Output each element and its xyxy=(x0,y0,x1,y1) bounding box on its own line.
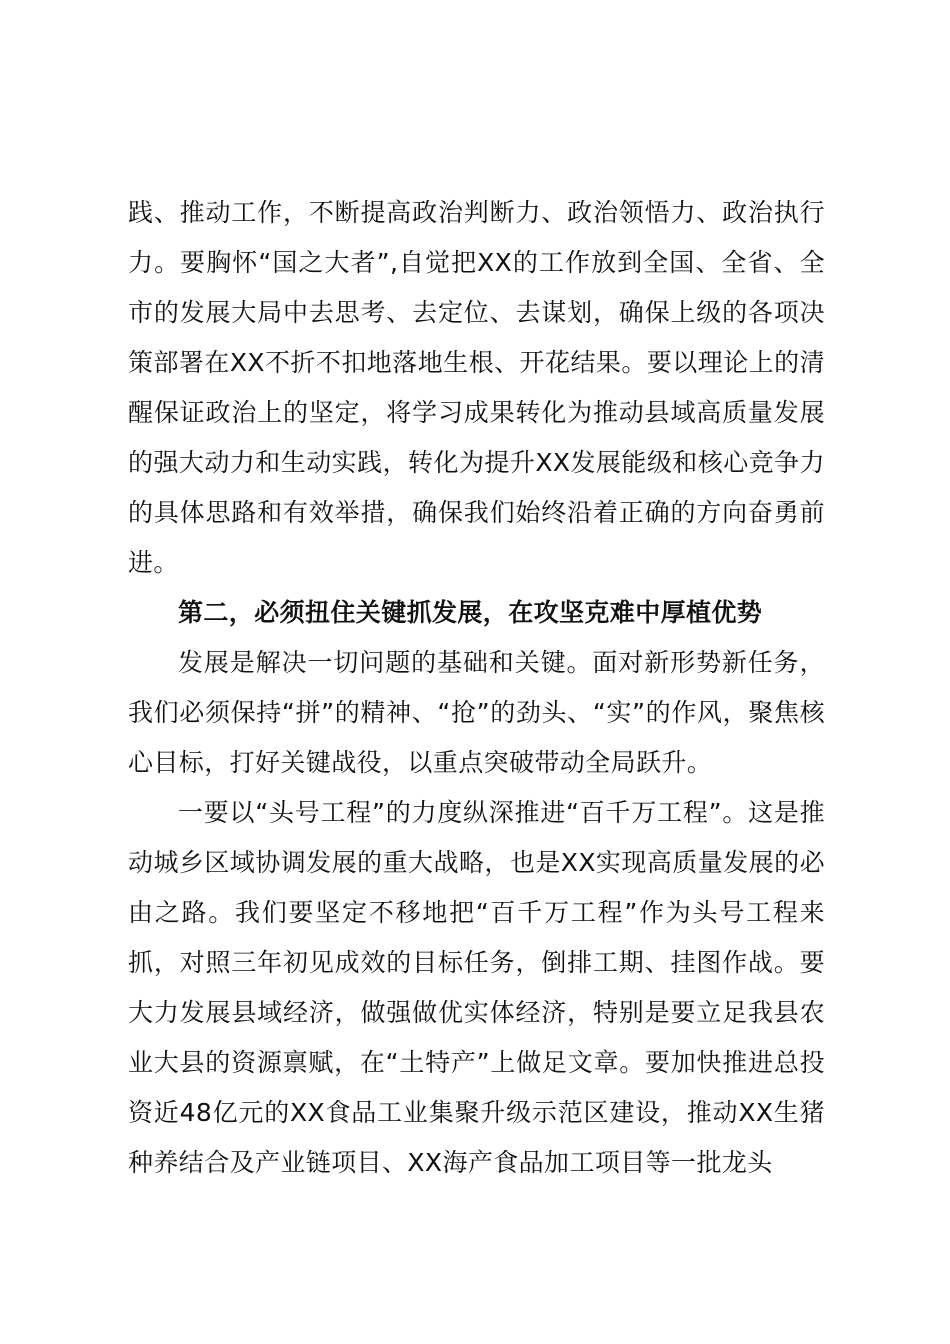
paragraph-political-practice: 践、推动工作，不断提高政治判断力、政治领悟力、政治执行力。要胸怀“国之大者”,自觉把XX的工作放到全国、全省、全市的发展大局中去思考、去定位、去谋划，确保上级的各项决策部署在XX不折不扣地落地生根、开花结果。要以理论上的清醒保证政治上的坚定，将学习成果转化为推动县域高质量发展的强大动力和生动实践，转化为提升XX发展能级和核心竞争力的具体思路和有效举措，确保我们始终沿着正确的方向奋勇前进。 xyxy=(128,198,825,577)
document-body xyxy=(128,188,825,1188)
paragraph-baiqianwan-project: 一要以“头号工程”的力度纵深推进“百千万工程”。这是推动城乡区域协调发展的重大战略，也是XX实现高质量发展的必由之路。我们要坚定不移地把“百千万工程”作为头号工程来抓，对照三年初见成效的目标任务，倒排工期、挂图作战。要大力发展县域经济，做强做优实体经济，特别是要立足我县农业大县的资源禀赋，在“土特产”上做足文章。要加快推进总投资近48亿元的XX食品工业集聚升级示范区建设，推动XX生猪种养结合及产业链项目、XX海产食品加工项目等一批龙头 xyxy=(128,798,825,1177)
paragraph-development-key: 发展是解决一切问题的基础和关键。面对新形势新任务，我们必须保持“拼”的精神、“抢”的劲头、“实”的作风，聚焦核心目标，打好关键战役，以重点突破带动全局跃升。 xyxy=(128,648,825,777)
section-heading-second: 第二，必须扭住关键抓发展，在攻坚克难中厚植优势 xyxy=(178,598,763,627)
